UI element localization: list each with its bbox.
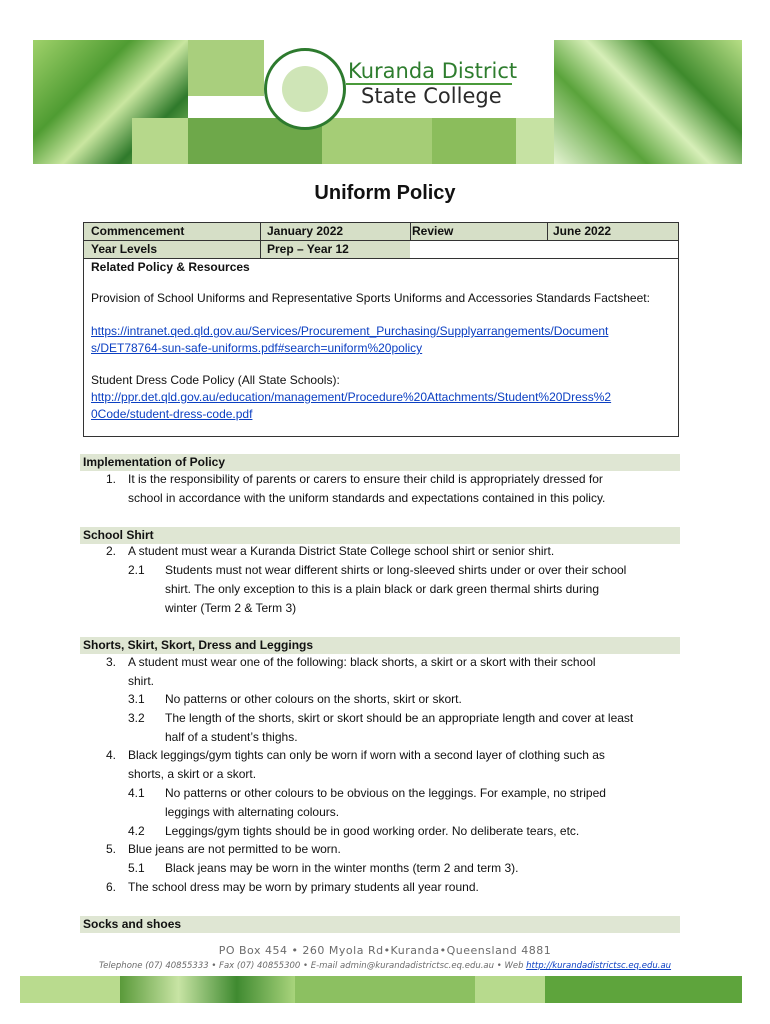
- banner-block: [432, 118, 516, 164]
- resource-factsheet-text: Provision of School Uniforms and Representative Sports Uniforms and Accessories Standards Factsheet:: [91, 291, 650, 305]
- resource-dress-code-link[interactable]: http://ppr.det.qld.gov.au/education/management/Procedure%20Attachments/Student%20Dress%2: [91, 390, 612, 404]
- section-heading-school-shirt: School Shirt: [80, 527, 680, 544]
- policy-item-5-1: Black jeans may be worn in the winter months (term 2 and term 3).: [165, 861, 519, 875]
- item-number: 4.1: [128, 786, 145, 800]
- policy-item-2-1-cont: winter (Term 2 & Term 3): [165, 601, 297, 615]
- section-heading-socks-shoes: Socks and shoes: [80, 916, 680, 933]
- resource-dress-code-link[interactable]: 0Code/student-dress-code.pdf: [91, 407, 253, 421]
- policy-item-2-1: Students must not wear different shirts or long-sleeved shirts under or over their school: [165, 563, 627, 577]
- related-resources-label: Related Policy & Resources: [91, 260, 250, 274]
- banner-foliage-right: [554, 40, 742, 164]
- policy-item-4-1-cont: leggings with alternating colours.: [165, 805, 340, 819]
- banner-block: [188, 40, 264, 96]
- policy-item-4-2: Leggings/gym tights should be in good working order. No deliberate tears, etc.: [165, 824, 580, 838]
- footer-banner-block: [545, 976, 742, 1003]
- year-levels-value: Prep – Year 12: [267, 242, 349, 256]
- policy-meta-table: [83, 222, 679, 437]
- section-heading-implementation: Implementation of Policy: [80, 454, 680, 471]
- review-label: Review: [412, 224, 454, 238]
- brand-name-line2: State College: [361, 84, 502, 108]
- policy-item-1-cont: school in accordance with the uniform standards and expectations contained in this policy.: [128, 491, 606, 505]
- policy-item-4-1: No patterns or other colours to be obvious on the leggings. For example, no striped: [165, 786, 606, 800]
- resource-factsheet-link[interactable]: https://intranet.qed.qld.gov.au/Services/Procurement_Purchasing/Supplyarrangements/Document: [91, 324, 609, 338]
- policy-item-6: The school dress may be worn by primary students all year round.: [128, 880, 479, 894]
- policy-item-5: Blue jeans are not permitted to be worn.: [128, 842, 341, 856]
- brand-name-line1: Kuranda District: [348, 59, 518, 83]
- footer-contact: [0, 961, 770, 971]
- footer-banner-block: [475, 976, 545, 1003]
- college-crest-emblem: [282, 66, 328, 112]
- banner-block: [322, 118, 432, 164]
- banner-block: [516, 118, 554, 164]
- policy-item-3-2-cont: half of a student’s thighs.: [165, 730, 298, 744]
- footer-address: PO Box 454 • 260 Myola Rd•Kuranda•Queensland 4881: [218, 944, 552, 957]
- item-number: 5.1: [128, 861, 145, 875]
- policy-item-3-1: No patterns or other colours on the shorts, skirt or skort.: [165, 692, 462, 706]
- item-number: 4.: [106, 748, 117, 762]
- commencement-label: Commencement: [91, 224, 185, 238]
- policy-item-1: It is the responsibility of parents or carers to ensure their child is appropriately dressed for: [128, 472, 603, 486]
- item-number: 3.2: [128, 711, 145, 725]
- footer-web-link[interactable]: http://kurandadistrictsc.eq.edu.au: [526, 961, 672, 971]
- footer-banner-block: [20, 976, 120, 1003]
- section-heading-shorts-skirt: Shorts, Skirt, Skort, Dress and Leggings: [80, 637, 680, 654]
- year-levels-label: Year Levels: [91, 242, 158, 256]
- review-value: June 2022: [553, 224, 612, 238]
- banner-block: [132, 118, 188, 164]
- footer-banner-block: [295, 976, 475, 1003]
- commencement-value: January 2022: [267, 224, 344, 238]
- item-number: 5.: [106, 842, 117, 856]
- policy-item-3-2: The length of the shorts, skirt or skort should be an appropriate length and cover at least: [165, 711, 634, 725]
- item-number: 3.1: [128, 692, 145, 706]
- footer-banner-foliage: [120, 976, 295, 1003]
- policy-item-4: Black leggings/gym tights can only be worn if worn with a second layer of clothing such as: [128, 748, 605, 762]
- footer-contact-text: Telephone (07) 40855333 • Fax (07) 40855300 • E-mail admin@kurandadistrictsc.eq.edu.au • Web: [98, 961, 527, 971]
- policy-item-2: A student must wear a Kuranda District State College school shirt or senior shirt.: [128, 544, 555, 558]
- policy-item-2-1-cont: shirt. The only exception to this is a plain black or dark green thermal shirts during: [165, 582, 599, 596]
- banner-block: [188, 96, 264, 118]
- item-number: 2.1: [128, 563, 145, 577]
- item-number: 1.: [106, 472, 117, 486]
- resource-factsheet-link[interactable]: s/DET78764-sun-safe-uniforms.pdf#search=uniform%20policy: [91, 341, 423, 355]
- resource-dress-code-text: Student Dress Code Policy (All State Schools):: [91, 373, 340, 387]
- item-number: 6.: [106, 880, 117, 894]
- item-number: 3.: [106, 655, 117, 669]
- item-number: 4.2: [128, 824, 145, 838]
- document-title: Uniform Policy: [314, 182, 456, 204]
- policy-item-4-cont: shorts, a skirt or a skort.: [128, 767, 257, 781]
- item-number: 2.: [106, 544, 117, 558]
- policy-item-3-cont: shirt.: [128, 674, 155, 688]
- policy-item-3: A student must wear one of the following: black shorts, a skirt or a skort with their school: [128, 655, 596, 669]
